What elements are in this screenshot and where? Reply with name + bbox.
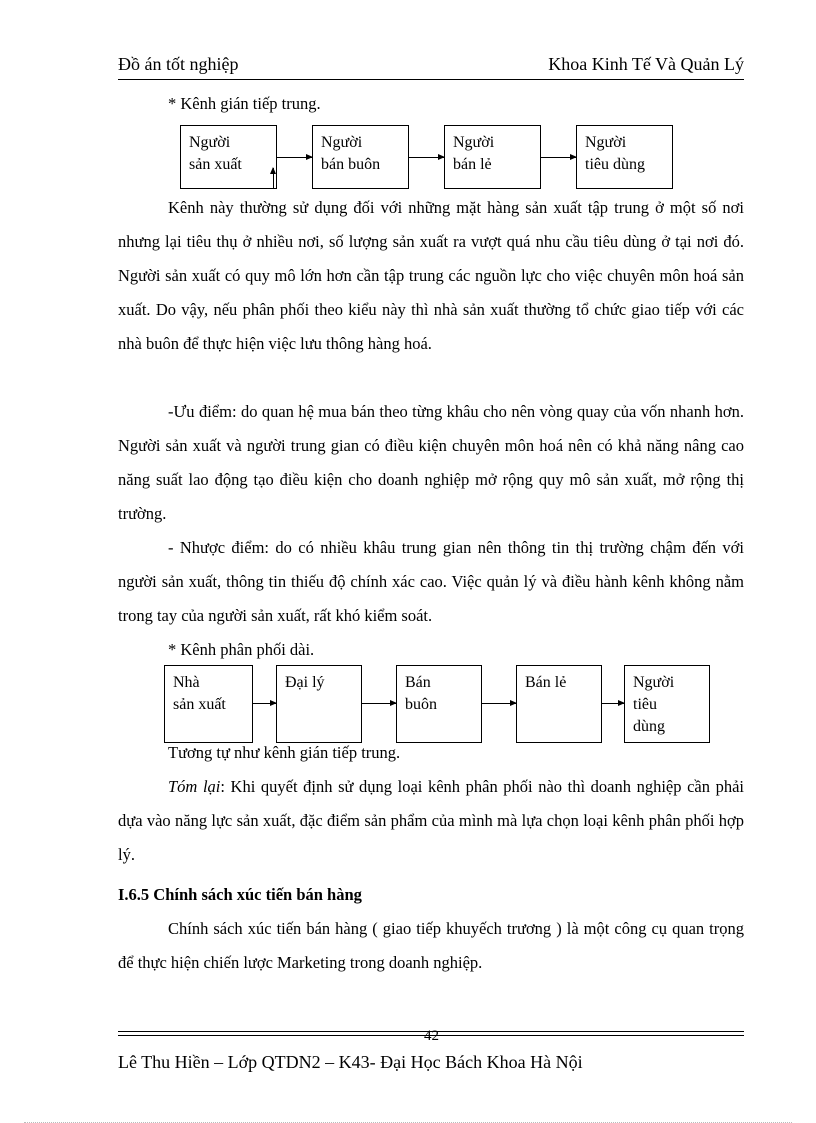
diagram1-arrow-up xyxy=(273,168,274,189)
section-title-indirect: * Kênh gián tiếp trung. xyxy=(168,94,321,113)
diagram2-box-producer: Nhà sản xuất xyxy=(164,665,253,743)
section-heading-promotion: I.6.5 Chính sách xúc tiến bán hàng xyxy=(118,885,362,904)
diagram1-box-producer: Người sản xuất xyxy=(180,125,277,189)
header-rule xyxy=(118,79,744,80)
paragraph-disadvantages: - Nhược điểm: do có nhiều khâu trung gian nên thông tin thị trường chậm đến với người sản xuất, thông tin thiếu độ chính xác cao. Việc quản lý và điều hành kênh không nằm trong tay của người sản xuất, rất khó kiểm soát. xyxy=(118,538,744,625)
footer-text: Lê Thu Hiền – Lớp QTDN2 – K43- Đại Học Bách Khoa Hà Nội xyxy=(118,1052,583,1072)
text-similar: Tương tự như kênh gián tiếp trung. xyxy=(168,743,401,762)
diagram2-box-wholesale: Bán buôn xyxy=(396,665,482,743)
header-left: Đồ án tốt nghiệp xyxy=(118,54,239,74)
diagram2-arrow-1 xyxy=(253,703,276,704)
page-number: 42 xyxy=(424,1028,439,1044)
paragraph-summary xyxy=(118,770,744,872)
diagram2-box-consumer: Người tiêu dùng xyxy=(624,665,710,743)
summary-label: Tóm lại xyxy=(168,777,221,796)
summary-text: : Khi quyết định sử dụng loại kênh phân phối nào thì doanh nghiệp cần phải dựa vào năng lực sản xuất, đặc điểm sản phẩm của mình mà lựa chọn loại kênh phân phối hợp lý. xyxy=(118,777,744,864)
paragraph-promotion: Chính sách xúc tiến bán hàng ( giao tiếp khuyếch trương ) là một công cụ quan trọng để thực hiện chiến lược Marketing trong doanh nghiệp. xyxy=(118,919,744,972)
diagram1-arrow-2 xyxy=(409,157,444,158)
diagram2-box-agent: Đại lý xyxy=(276,665,362,743)
paragraph-advantages: -Ưu điểm: do quan hệ mua bán theo từng khâu cho nên vòng quay của vốn nhanh hơn. Người sản xuất và người trung gian có điều kiện chuyên môn hoá nên có khả năng nâng cao năng suất lao động tạo điều kiện cho doanh nghiệp mở rộng quy mô sản xuất, mở rộng thị trường. xyxy=(118,402,744,523)
paragraph-channel-description: Kênh này thường sử dụng đối với những mặt hàng sản xuất tập trung ở một số nơi nhưng lại tiêu thụ ở nhiều nơi, số lượng sản xuất ra vượt quá nhu cầu tiêu dùng ở tại nơi đó. Người sản xuất có quy mô lớn hơn cần tập trung các nguồn lực cho việc chuyên môn hoá sản xuất. Do vậy, nếu phân phối theo kiểu này thì nhà sản xuất thường tổ chức giao tiếp với các nhà buôn để thực hiện việc lưu thông hàng hoá. xyxy=(118,198,744,353)
header-right: Khoa Kinh Tế Và Quản Lý xyxy=(548,54,744,74)
diagram2-arrow-4 xyxy=(602,703,624,704)
diagram1-arrow-1 xyxy=(277,157,312,158)
diagram1-box-consumer: Người tiêu dùng xyxy=(576,125,673,189)
section-title-long-channel: * Kênh phân phối dài. xyxy=(168,640,315,659)
diagram2-arrow-3 xyxy=(482,703,516,704)
diagram1-arrow-3 xyxy=(541,157,576,158)
diagram2-box-retail: Bán lẻ xyxy=(516,665,602,743)
diagram1-box-retailer: Người bán lẻ xyxy=(444,125,541,189)
diagram1-box-wholesaler: Người bán buôn xyxy=(312,125,409,189)
diagram2-arrow-2 xyxy=(362,703,396,704)
